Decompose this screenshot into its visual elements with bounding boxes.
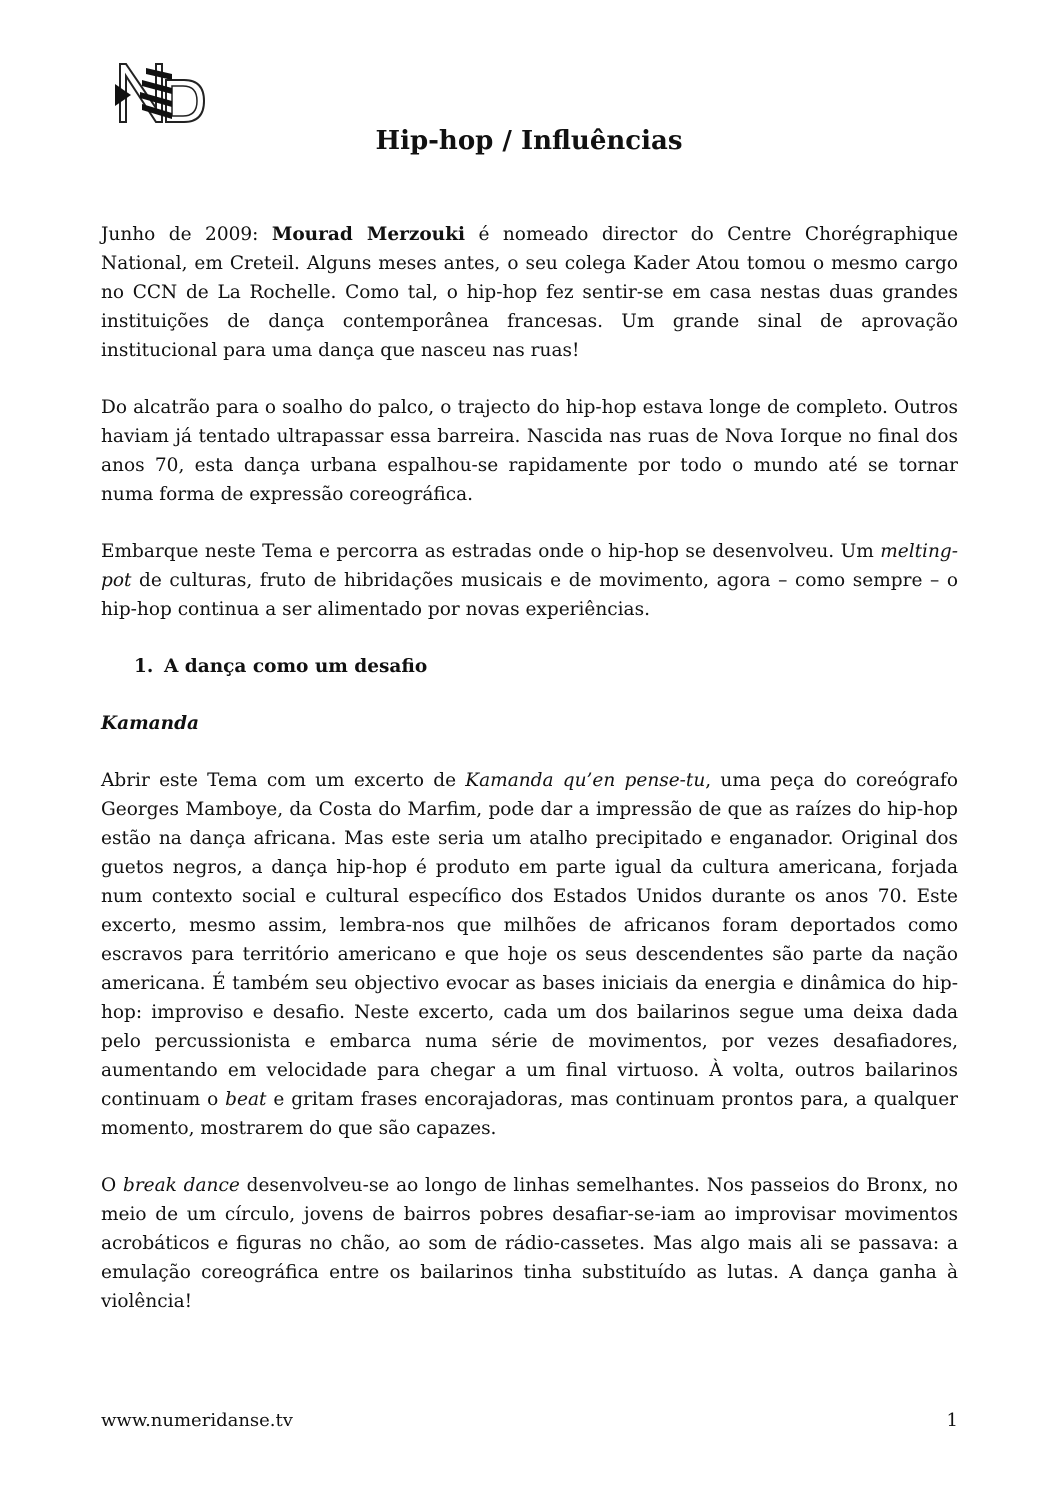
paragraph-street-to-stage: Do alcatrão para o soalho do palco, o trajecto do hip-hop estava longe de completo. Outros haviam já tentado ultrapassar essa barreira. Nascida nas ruas de Nova Iorque no final dos anos 70, esta dança urbana espalhou-se rapidamente por todo o mundo até se tornar numa forma de expressão coreográfica. xyxy=(101,397,958,505)
melting-pot-emphasis: melting-pot xyxy=(101,541,958,591)
footer-website-link[interactable]: www.numeridanse.tv xyxy=(101,1410,293,1431)
person-name-emphasis: Mourad Merzouki xyxy=(271,224,465,245)
beat-emphasis: beat xyxy=(225,1089,267,1110)
document-body xyxy=(101,220,958,1344)
section-heading xyxy=(134,652,958,681)
paragraph-kamanda-text-end: e gritam frases encorajadoras, mas continuam prontos para, a qualquer momento, mostrarem do que são capazes. xyxy=(101,1089,958,1139)
paragraph-kamanda-text: Abrir este Tema com um excerto de xyxy=(101,770,466,791)
paragraph-break-dance-text-cont: desenvolveu-se ao longo de linhas semelhantes. Nos passeios do Bronx, no meio de um círculo, jovens de bairros pobres desafiar-se-iam ao improvisar movimentos acrobáticos e figuras no chão, ao som de rádio-cassetes. Mas algo mais ali se passava: a emulação coreográfica entre os bailarinos tinha substituído as lutas. A dança ganha à violência! xyxy=(101,1175,958,1312)
paragraph-kamanda xyxy=(101,766,958,1143)
paragraph-theme-text-cont: de culturas, fruto de hibridações musicais e de movimento, agora – como sempre – o hip-hop continua a ser alimentado por novas experiências. xyxy=(101,570,958,620)
paragraph-break-dance xyxy=(101,1171,958,1316)
page-number: 1 xyxy=(946,1410,958,1431)
section-number: 1. xyxy=(134,656,154,677)
paragraph-intro-text: Junho de 2009: xyxy=(101,224,272,245)
paragraph-theme-text: Embarque neste Tema e percorra as estradas onde o hip-hop se desenvolveu. Um xyxy=(101,541,881,562)
break-dance-emphasis: break dance xyxy=(122,1175,240,1196)
page-title: Hip-hop / Influências xyxy=(375,126,683,156)
paragraph-theme xyxy=(101,537,958,624)
paragraph-kamanda-text-cont: , uma peça do coreógrafo Georges Mamboye, da Costa do Marfim, pode dar a impressão de que as raízes do hip-hop estão na dança africana. Mas este seria um atalho precipitado e enganador. Original dos guetos negros, a dança hip-hop é produto em parte igual da cultura americana, forjada num contexto social e cultural específico dos Estados Unidos durante os anos 70. Este excerto, mesmo assim, lembra-nos que milhões de africanos foram deportados como escravos para território americano e que hoje os seus descendentes são parte da nação americana. É também seu objectivo evocar as bases iniciais da energia e dinâmica do hip-hop: improviso e desafio. Neste excerto, cada um dos bailarinos segue uma deixa dada pelo percussionista e embarca numa série de movimentos, por vezes desafiadores, aumentando em velocidade para chegar a um final virtuoso. À volta, outros bailarinos continuam o xyxy=(101,770,958,1110)
section-label: A dança como um desafio xyxy=(164,656,428,677)
subheading-kamanda: Kamanda xyxy=(101,713,200,734)
work-title-emphasis: Kamanda qu’en pense-tu xyxy=(465,770,706,791)
paragraph-break-dance-text: O xyxy=(101,1175,123,1196)
numeridanse-logo xyxy=(112,62,208,128)
paragraph-intro xyxy=(101,220,958,365)
paragraph-intro-text-cont: é nomeado director do Centre Chorégraphique National, em Creteil. Alguns meses antes, o seu colega Kader Atou tomou o mesmo cargo no CCN de La Rochelle. Como tal, o hip-hop fez sentir-se em casa nestas duas grandes instituições de dança contemporânea francesas. Um grande sinal de aprovação institucional para uma dança que nasceu nas ruas! xyxy=(101,224,959,361)
